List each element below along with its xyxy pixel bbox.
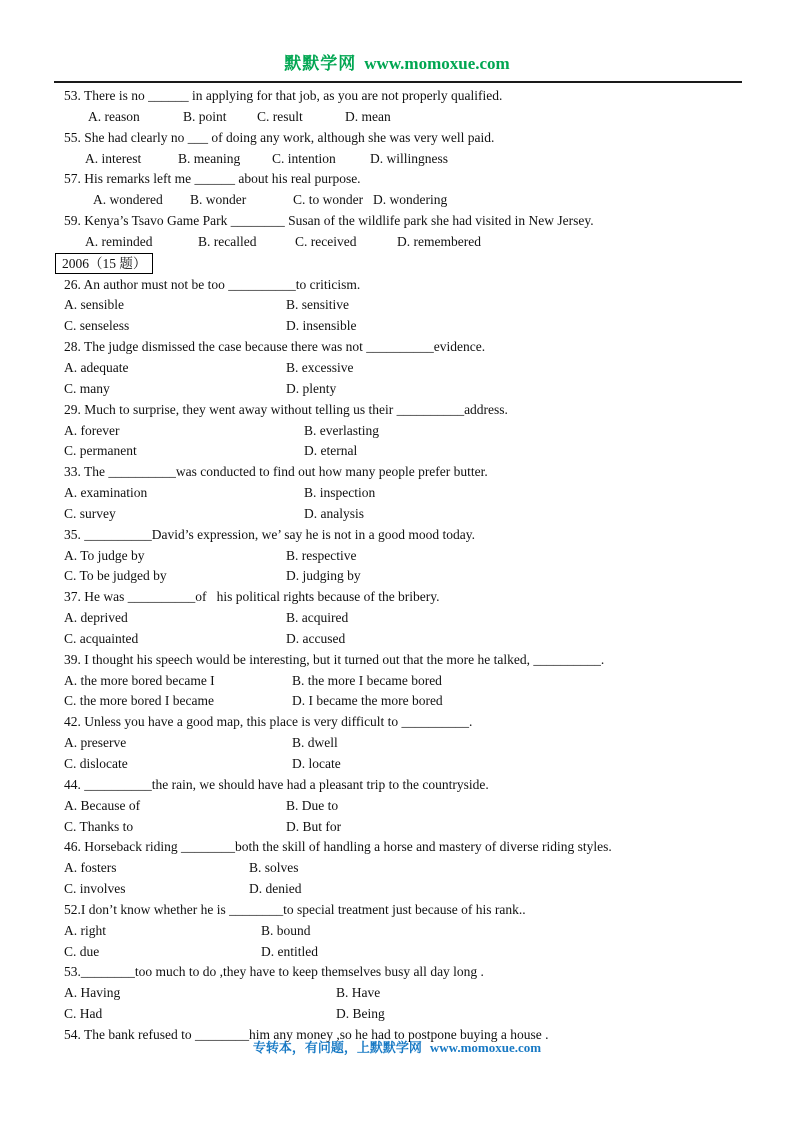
option-a: A. To judge by (64, 547, 145, 563)
option-d: D. entitled (261, 943, 318, 959)
option-b: B. everlasting (304, 422, 379, 438)
question-options-row (64, 942, 754, 963)
option-c: C. many (64, 380, 110, 396)
option-d: D. plenty (286, 380, 337, 396)
option-d: D. Being (336, 1006, 385, 1022)
question-options (64, 149, 754, 170)
question-53 (64, 962, 754, 1025)
option-b: B. bound (261, 922, 311, 938)
question-options-row (64, 983, 754, 1004)
option-a: A. right (64, 922, 106, 938)
option-c: C. intention (272, 150, 336, 166)
question-options-row (64, 671, 754, 692)
question-39 (64, 650, 754, 713)
question-options-row (64, 817, 754, 838)
question-options-row (64, 691, 754, 712)
question-options-row (64, 879, 754, 900)
page-footer (0, 1037, 794, 1056)
question-29 (64, 400, 754, 463)
option-c: C. To be judged by (64, 568, 167, 584)
question-stem: 57. His remarks left me ______ about his real purpose. (64, 171, 361, 187)
option-a: A. deprived (64, 610, 128, 626)
question-options-row (64, 295, 754, 316)
option-d: D. But for (286, 818, 342, 834)
option-b: B. recalled (198, 233, 257, 249)
question-33 (64, 462, 754, 525)
question-42 (64, 712, 754, 775)
question-stem: 42. Unless you have a good map, this place is very difficult to __________. (64, 714, 473, 730)
option-d: D. I became the more bored (292, 693, 443, 709)
question-options-row (64, 483, 754, 504)
question-options-row (64, 421, 754, 442)
option-a: A. wondered (93, 192, 163, 208)
option-c: C. senseless (64, 318, 130, 334)
question-options-row (64, 358, 754, 379)
option-d: D. remembered (397, 233, 481, 249)
question-stem: 26. An author must not be too __________to criticism. (64, 276, 361, 292)
option-b: B. dwell (292, 735, 338, 751)
option-d: D. willingness (370, 150, 449, 166)
option-a: A. reason (88, 108, 140, 124)
question-stem: 46. Horseback riding ________both the skill of handling a horse and mastery of diverse riding styles. (64, 839, 612, 855)
document-content (64, 86, 754, 1046)
option-b: B. Due to (286, 797, 339, 813)
option-b: B. wonder (190, 192, 247, 208)
question-35 (64, 525, 754, 588)
question-stem: 39. I thought his speech would be interesting, but it turned out that the more he talked, __________. (64, 651, 605, 667)
question-options-row (64, 316, 754, 337)
option-a: A. forever (64, 422, 120, 438)
question-options (64, 107, 754, 128)
site-url: www.momoxue.com (364, 54, 510, 73)
question-options-row (64, 733, 754, 754)
option-d: D. eternal (304, 443, 358, 459)
option-c: C. dislocate (64, 756, 128, 771)
option-c: C. Thanks to (64, 818, 134, 834)
option-c: C. involves (64, 881, 126, 897)
option-a: A. Because of (64, 797, 141, 813)
question-stem: 37. He was __________of his political rights because of the bribery. (64, 589, 440, 605)
question-stem: 28. The judge dismissed the case because there was not __________evidence. (64, 339, 486, 355)
option-b: B. Have (336, 985, 381, 1001)
option-b: B. meaning (178, 150, 241, 166)
question-52 (64, 900, 754, 963)
question-53-2005 (64, 86, 754, 128)
question-stem: 54. The bank refused to ________him any money ,so he had to postpone buying a house . (64, 1026, 549, 1042)
question-44 (64, 775, 754, 838)
option-b: B. point (183, 108, 227, 124)
option-d: D. analysis (304, 505, 364, 521)
question-57-2005 (64, 169, 754, 211)
option-a: A. preserve (64, 735, 127, 751)
footer-url: www.momoxue.com (429, 1040, 542, 1055)
section-label: 2006（15 题） (55, 253, 153, 274)
question-options-row (64, 504, 754, 525)
question-stem: 53. There is no ______ in applying for that job, as you are not properly qualified. (64, 88, 503, 103)
question-59-2005 (64, 211, 754, 253)
option-c: C. Had (64, 1006, 103, 1022)
question-options-row (64, 546, 754, 567)
question-options-row (64, 858, 754, 879)
option-c: C. result (257, 108, 303, 124)
question-options-row (64, 921, 754, 942)
question-46 (64, 837, 754, 900)
option-d: D. accused (286, 630, 346, 646)
question-stem: 55. She had clearly no ___ of doing any work, although she was very well paid. (64, 129, 495, 145)
option-c: C. acquainted (64, 630, 139, 646)
option-b: B. sensitive (286, 297, 349, 313)
option-c: C. survey (64, 505, 116, 521)
option-d: D. denied (249, 881, 302, 897)
question-stem: 59. Kenya’s Tsavo Game Park ________ Susan of the wildlife park she had visited in New Jersey. (64, 213, 594, 229)
option-a: A. fosters (64, 860, 117, 876)
option-a: A. adequate (64, 359, 129, 375)
option-d: D. wondering (373, 192, 448, 208)
section-label-row (64, 253, 754, 275)
option-a: A. interest (85, 150, 142, 166)
option-a: A. reminded (85, 233, 153, 249)
option-a: A. sensible (64, 297, 124, 313)
page-header (0, 0, 794, 77)
question-options-row (64, 441, 754, 462)
option-d: D. insensible (286, 318, 357, 334)
option-b: B. respective (286, 547, 357, 563)
option-c: C. to wonder (293, 192, 364, 208)
option-b: B. excessive (286, 359, 354, 375)
option-c: C. received (295, 233, 357, 249)
question-options-row (64, 796, 754, 817)
option-c: C. permanent (64, 443, 137, 459)
question-28 (64, 337, 754, 400)
question-stem: 29. Much to surprise, they went away without telling us their __________address. (64, 401, 508, 417)
question-stem: 53.________too much to do ,they have to keep themselves busy all day long . (64, 964, 484, 980)
question-stem: 35. __________David’s expression, we’ say he is not in a good mood today. (64, 526, 475, 542)
question-options (64, 232, 754, 253)
question-55-2005 (64, 128, 754, 170)
header-divider (54, 81, 742, 83)
question-options-row (64, 379, 754, 400)
option-d: D. mean (345, 108, 391, 124)
question-26 (64, 275, 754, 338)
option-a: A. the more bored became I (64, 672, 215, 688)
question-options-row (64, 608, 754, 629)
question-37 (64, 587, 754, 650)
question-stem: 33. The __________was conducted to find out how many people prefer butter. (64, 464, 488, 480)
option-b: B. acquired (286, 610, 349, 626)
option-b: B. inspection (304, 485, 376, 501)
option-c: C. due (64, 943, 100, 959)
footer-slogan: 专转本，有问题，上默默学网 (252, 1041, 422, 1056)
option-d: D. locate (292, 756, 341, 771)
option-b: B. the more I became bored (292, 672, 442, 688)
question-options-row (64, 1004, 754, 1025)
option-a: A. Having (64, 985, 121, 1001)
question-stem: 52.I don’t know whether he is ________to special treatment just because of his rank.. (64, 901, 526, 917)
question-stem: 44. __________the rain, we should have had a pleasant trip to the countryside. (64, 776, 489, 792)
option-c: C. the more bored I became (64, 693, 214, 709)
option-d: D. judging by (286, 568, 361, 584)
question-options (64, 190, 754, 211)
question-options-row (64, 629, 754, 650)
site-name: 默默学网 (284, 54, 357, 74)
question-options-row (64, 754, 754, 775)
option-b: B. solves (249, 860, 299, 876)
question-options-row (64, 566, 754, 587)
option-a: A. examination (64, 485, 148, 501)
